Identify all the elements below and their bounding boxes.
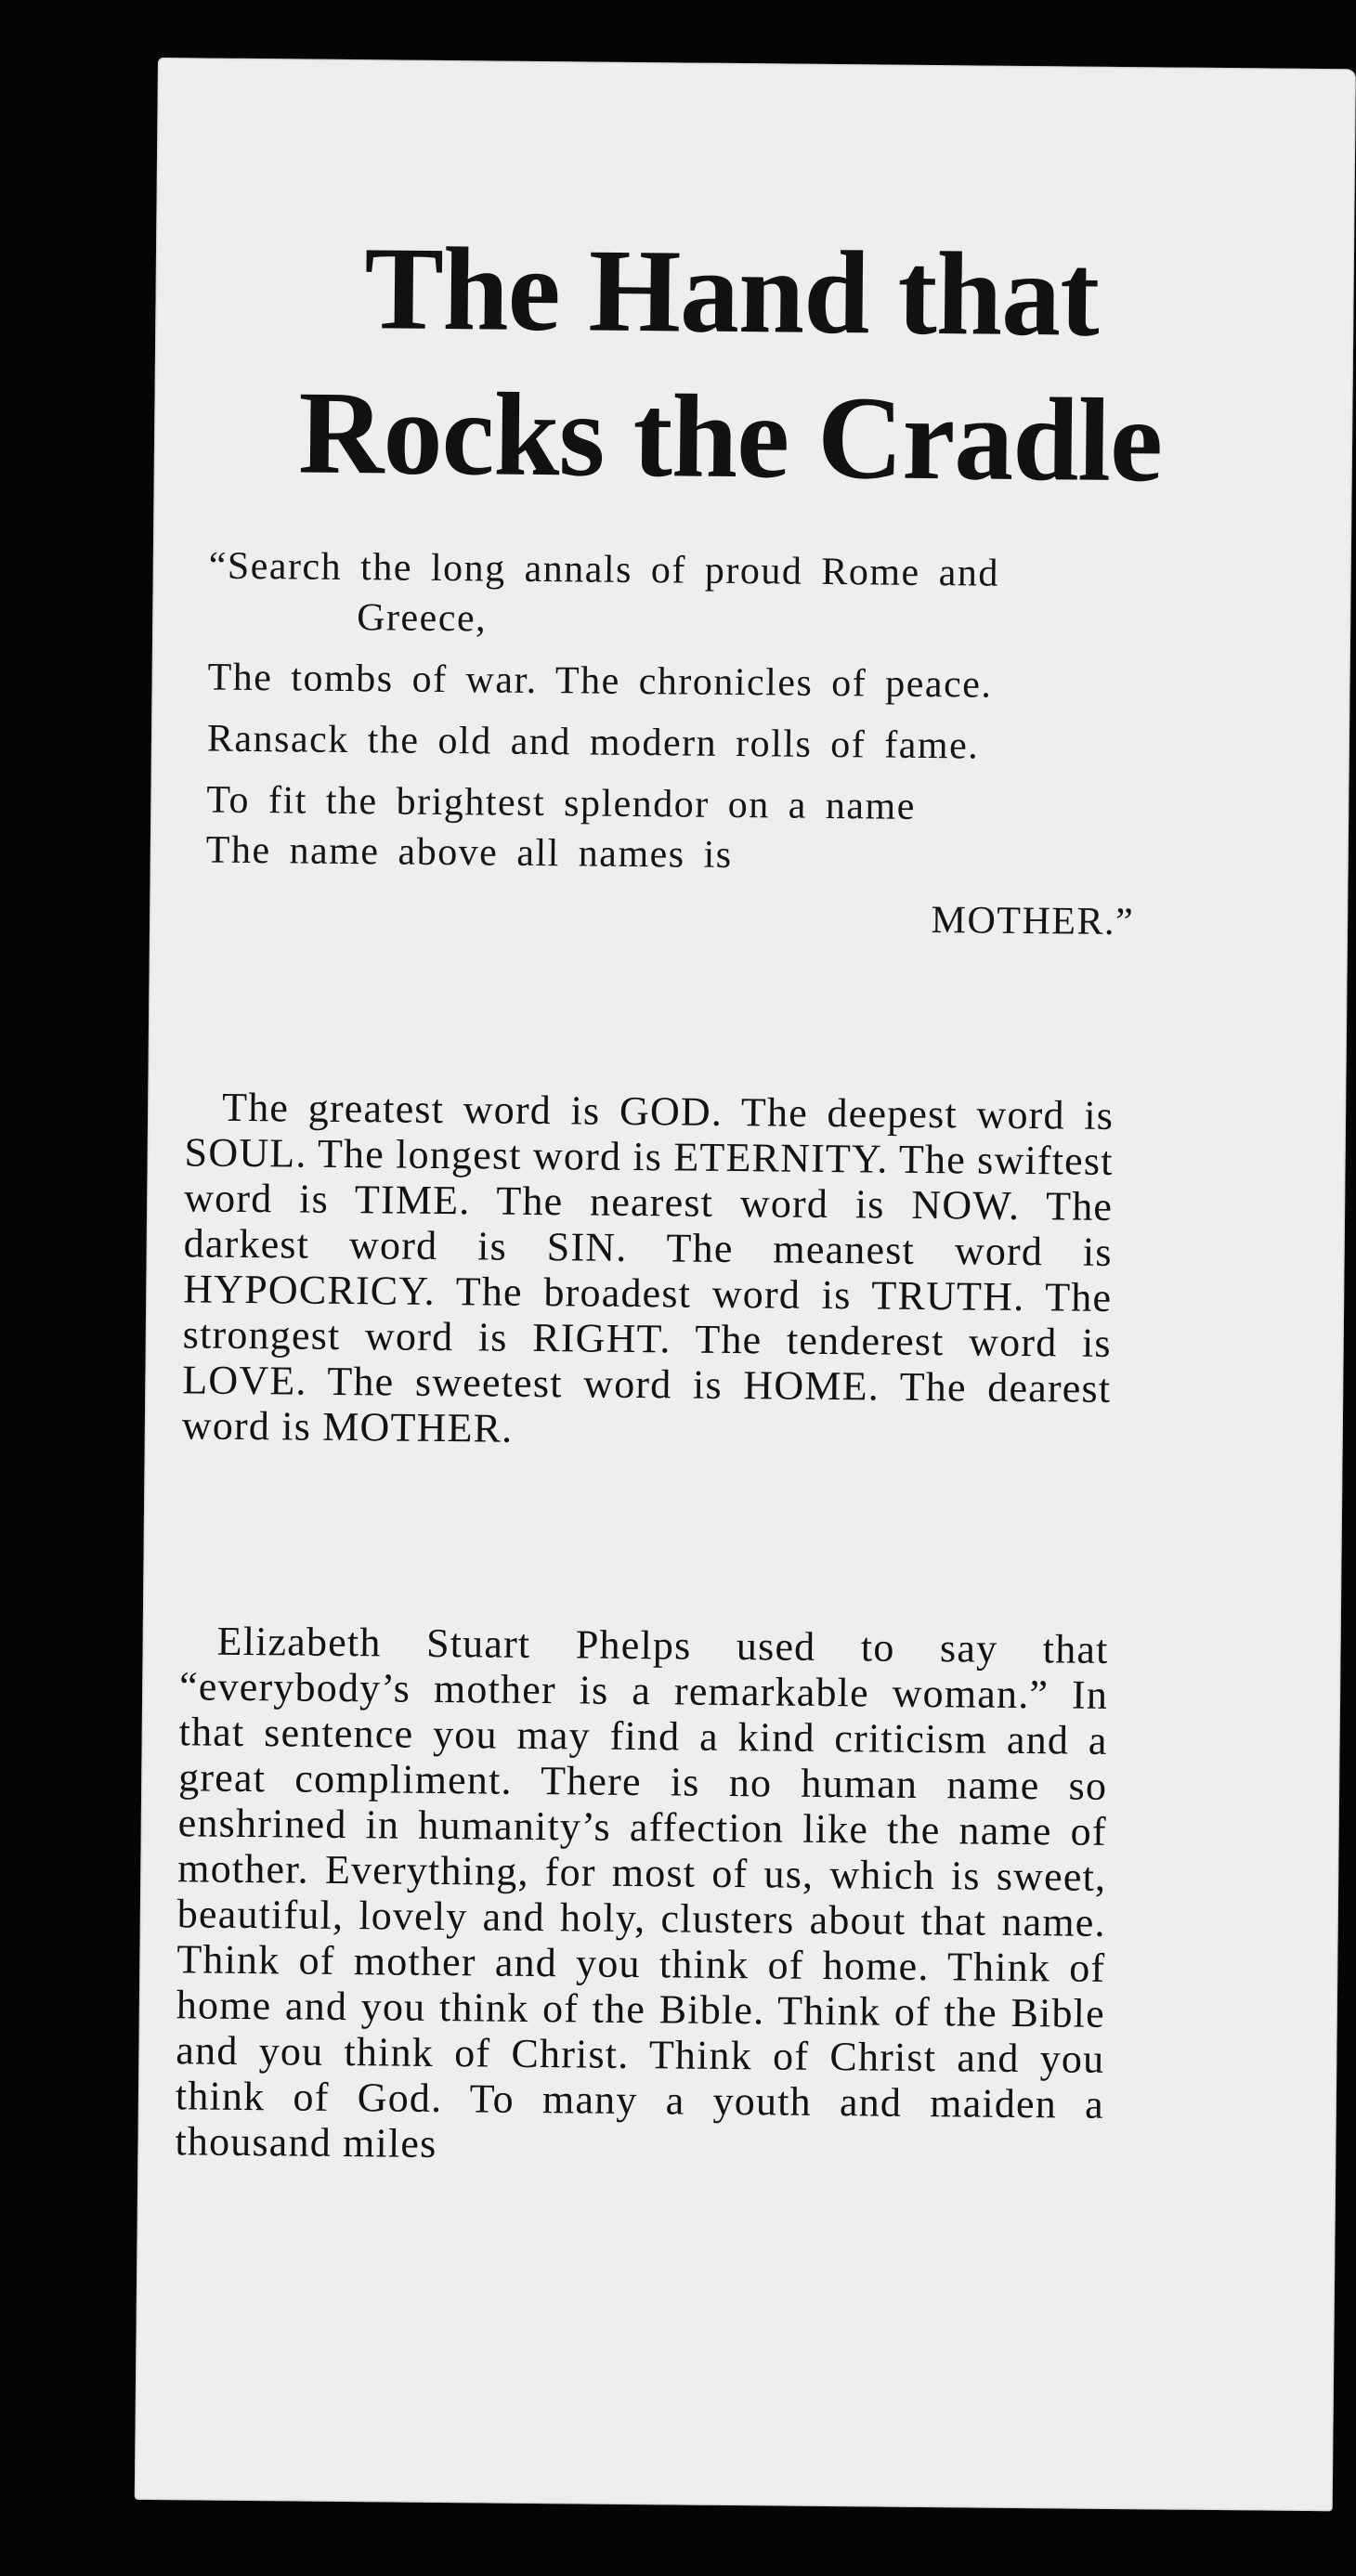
title-line-1: The Hand that bbox=[363, 222, 1100, 361]
poem-line: To fit the brightest splendor on a name bbox=[206, 778, 917, 828]
document-title bbox=[153, 214, 1308, 514]
paragraph-mother: Elizabeth Stuart Phelps used to say that “everybody’s mother is a remarkable woman.” In that sentence you may find a kind criticism and a great compliment. There is no human name so enshrined in humanity’s affection like the name of mother. Everything, for most of us, which is sweet, beautiful, lovely and holy, clusters about that name. Think of mother and you think of home. Think of home and you think of the Bible. Think of the Bible and you think of Christ. Think of Christ and you think of God. To many a youth and maiden a thousand miles bbox=[175, 1618, 1109, 2166]
poem-line: MOTHER.” bbox=[931, 899, 1135, 944]
poem-line: The name above all names is bbox=[205, 828, 733, 877]
poem-line: The tombs of war. The chronicles of peace. bbox=[207, 656, 993, 707]
poem-quote bbox=[205, 541, 1138, 959]
paragraph-greatest-words: The greatest word is GOD. The deepest word is SOUL. The longest word is ETERNITY. The swiftest word is TIME. The nearest word is NOW. The darkest word is SIN. The meanest word is HYPOCRICY. The broadest word is TRUTH. The strongest word is RIGHT. The tenderest word is LOVE. The sweetest word is HOME. The dearest word is MOTHER. bbox=[181, 1084, 1115, 1451]
document-page bbox=[135, 58, 1356, 2511]
poem-line: Ransack the old and modern rolls of fame. bbox=[206, 717, 980, 768]
title-line-2: Rocks the Cradle bbox=[297, 366, 1163, 507]
poem-line: “Search the long annals of proud Rome and Greece, bbox=[208, 544, 1000, 641]
